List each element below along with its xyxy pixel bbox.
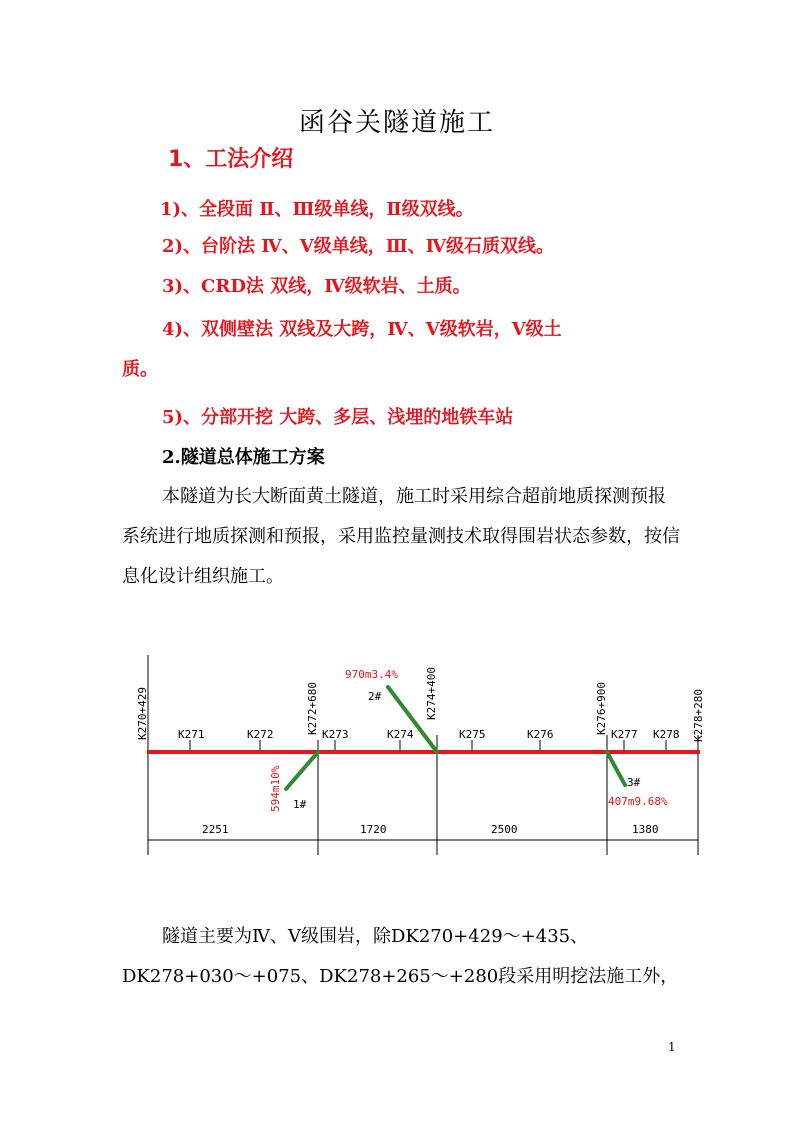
shaft-1-spec: 594m10% <box>269 765 282 812</box>
page-number: 1 <box>668 1040 676 1054</box>
chainage-label-3: K274+400 <box>425 667 438 720</box>
km-label-k274: K274 <box>387 728 414 741</box>
shaft-3-id: 3# <box>627 776 641 789</box>
method-item-5: 5)、分部开挖 大跨、多层、浅埋的地铁车站 <box>162 407 514 428</box>
segment-length-3: 2500 <box>491 823 518 836</box>
chainage-label-4: K276+900 <box>595 682 608 735</box>
method-item-3: 3)、CRD法 双线，Ⅳ级软岩、土质。 <box>162 276 471 297</box>
method-item-1: 1)、全段面 Ⅱ、Ⅲ级单线，Ⅱ级双线。 <box>160 199 474 220</box>
shaft-1-id: 1# <box>293 798 307 811</box>
diagram-ticks <box>148 655 698 855</box>
km-label-k278: K278 <box>653 728 680 741</box>
shaft-2-id: 2# <box>368 690 382 703</box>
segment-length-2: 1720 <box>360 823 387 836</box>
document-title: 函谷关隧道施工 <box>298 108 495 138</box>
shaft-3-line <box>607 752 625 785</box>
chainage-label-end: K278+280 <box>692 689 705 742</box>
chainage-label-start: K270+429 <box>136 687 149 740</box>
segment-length-1: 2251 <box>202 823 229 836</box>
method-item-4-continuation: 质。 <box>122 359 158 380</box>
shaft-3-spec: 407m9.68% <box>608 795 668 808</box>
geology-paragraph-line-1: 隧道主要为Ⅳ、Ⅴ级围岩，除DK270+429～+435、 <box>162 926 589 947</box>
km-label-k273: K273 <box>322 728 349 741</box>
km-label-k271: K271 <box>178 728 205 741</box>
tunnel-profile-diagram <box>0 640 794 870</box>
chainage-label-2: K272+680 <box>306 682 319 735</box>
method-item-4: 4)、双侧壁法 双线及大跨，Ⅳ、Ⅴ级软岩，Ⅴ级土 <box>162 319 562 340</box>
geology-paragraph-line-2: DK278+030～+075、DK278+265～+280段采用明挖法施工外， <box>122 966 679 987</box>
shaft-1-line <box>286 752 318 789</box>
shaft-2-spec: 970m3.4% <box>345 668 398 681</box>
segment-length-4: 1380 <box>632 823 659 836</box>
section-heading-methods: 1、工法介绍 <box>168 147 294 172</box>
plan-paragraph: 本隧道为长大断面黄土隧道，施工时采用综合超前地质探测预报系统进行地质探测和预报，采用监控量测技术取得围岩状态参数，按信息化设计组织施工。 <box>122 486 680 587</box>
km-label-k275: K275 <box>459 728 486 741</box>
km-label-k276: K276 <box>527 728 554 741</box>
km-label-k277: K277 <box>611 728 638 741</box>
method-item-2: 2)、台阶法 Ⅳ、Ⅴ级单线，Ⅲ、Ⅳ级石质双线。 <box>162 236 555 257</box>
section-heading-plan: 2.隧道总体施工方案 <box>162 447 325 468</box>
km-label-k272: K272 <box>247 728 274 741</box>
